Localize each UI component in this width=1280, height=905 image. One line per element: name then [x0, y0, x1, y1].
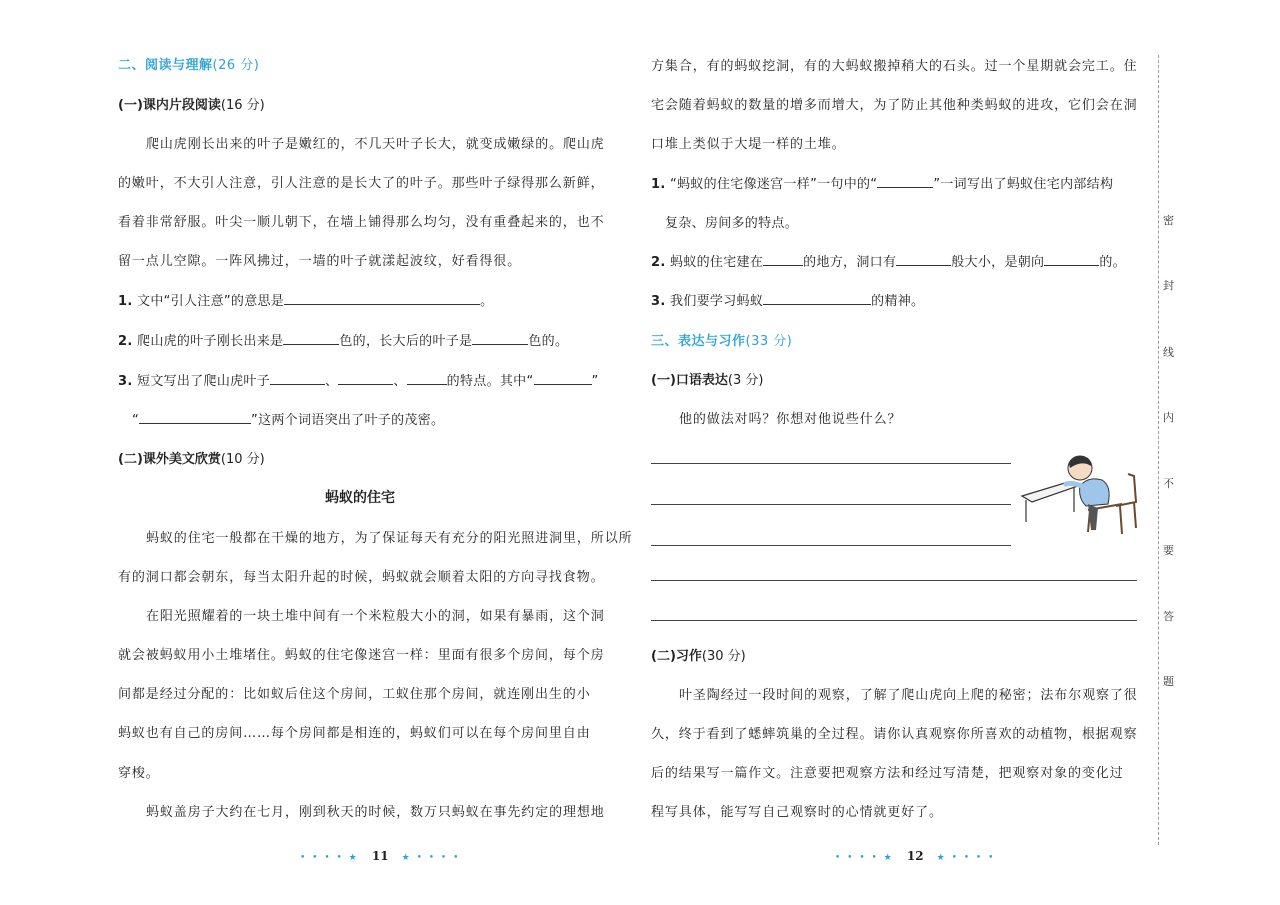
question-text: 色的，长大后的叶子是 [339, 334, 473, 349]
question-text: ” [591, 374, 599, 389]
passage2-line: 间都是经过分配的：比如蚁后住这个房间，工蚁住那个房间，就连刚出生的小 [118, 687, 591, 702]
answer-blank[interactable] [407, 372, 447, 385]
answer-blank[interactable] [472, 332, 528, 345]
question-text: 的特点。其中“ [446, 374, 534, 389]
answer-line[interactable] [651, 620, 1137, 621]
right-question-1-cont: 复杂、房间多的特点。 [665, 216, 799, 231]
writing-line: 后的结果写一篇作文。注意要把观察方法和经过写清楚，把观察对象的变化过 [651, 766, 1124, 781]
question-text: 色的。 [528, 334, 569, 349]
answer-line[interactable] [651, 504, 1011, 505]
part1-heading [118, 94, 265, 113]
question-text: 般大小，是朝向 [951, 255, 1045, 270]
passage1-line: 爬山虎刚长出来的叶子是嫩红的，不几天叶子长大，就变成嫩绿的。爬山虎 [146, 137, 605, 152]
passage2-cont-line: 方集合，有的蚂蚁挖洞，有的大蚂蚁搬掉稍大的石头。过一个星期就会完工。住 [651, 59, 1138, 74]
oral-heading [651, 369, 763, 388]
passage2-cont-line: 宅会随着蚂蚁的数量的增多而增大，为了防止其他种类蚂蚁的进攻，它们会在洞 [651, 98, 1138, 113]
passage1-line: 看着非常舒服。叶尖一顺儿朝下，在墙上铺得那么均匀，没有重叠起来的，也不 [118, 215, 605, 230]
question-end: 。 [480, 294, 494, 309]
passage1-line: 的嫩叶，不大引人注意，引人注意的是长大了的叶子。那些叶子绿得那么新鲜， [118, 176, 605, 191]
section3-heading [651, 330, 792, 349]
answer-blank[interactable] [763, 292, 871, 305]
answer-line[interactable] [651, 580, 1137, 581]
oral-question: 他的做法对吗？你想对他说些什么？ [679, 412, 902, 427]
question-text: 的精神。 [871, 294, 925, 309]
page-number: 11 [371, 849, 389, 863]
answer-blank[interactable] [877, 175, 933, 188]
writing-score: (30 分) [701, 649, 746, 664]
question-number: 1. [118, 294, 133, 309]
part2-score: (10 分) [220, 452, 265, 467]
seal-char: 答 [1163, 610, 1174, 623]
section3-score: (33 分) [745, 334, 793, 349]
question-text: 我们要学习蚂蚁 [670, 294, 764, 309]
question-text: 爬山虎的叶子刚长出来是 [137, 334, 284, 349]
question-number: 1. [651, 177, 666, 192]
right-question-2 [651, 251, 1126, 270]
answer-blank[interactable] [284, 292, 480, 305]
footer-dots: ★ • • • • [936, 853, 996, 863]
section2-title: 二、阅读与理解 [118, 58, 213, 73]
separator: 、 [393, 374, 407, 389]
section2-score: (26 分) [212, 58, 260, 73]
question-text: “蚂蚁的住宅像迷宫一样”一句中的“ [670, 177, 878, 192]
question-text: 的。 [1099, 255, 1126, 270]
left-question-1 [118, 290, 493, 309]
question-number: 2. [651, 255, 666, 270]
answer-blank[interactable] [338, 372, 393, 385]
passage2-line: 有的洞口都会朝东，每当太阳升起的时候，蚂蚁就会顺着太阳的方向寻找食物。 [118, 570, 605, 585]
passage2-line: 在阳光照耀着的一块土堆中间有一个米粒般大小的洞，如果有暴雨，这个洞 [146, 609, 605, 624]
seal-char: 题 [1163, 675, 1174, 688]
left-question-3-cont [132, 409, 444, 428]
seal-char: 不 [1163, 477, 1174, 490]
question-number: 3. [118, 374, 133, 389]
question-text: ”这两个词语突出了叶子的茂密。 [251, 413, 445, 428]
seal-line [1158, 55, 1159, 845]
footer-dots: ★ • • • • [401, 853, 461, 863]
passage1-line: 留一点儿空隙。一阵风拂过，一墙的叶子就漾起波纹，好看得很。 [118, 254, 522, 269]
right-question-1 [651, 173, 1113, 192]
question-text: 蚂蚁的住宅建在 [670, 255, 764, 270]
question-text: 短文写出了爬山虎叶子 [137, 374, 271, 389]
oral-score: (3 分) [727, 373, 764, 388]
boy-at-desk-illustration [1018, 446, 1140, 538]
separator: 、 [325, 374, 339, 389]
passage2-cont-line: 口堆上类似于大堤一样的土堆。 [651, 137, 846, 152]
seal-char: 要 [1163, 544, 1174, 557]
question-text: ”一词写出了蚂蚁住宅内部结构 [933, 177, 1114, 192]
page-footer-left [300, 845, 460, 864]
left-question-3 [118, 370, 599, 389]
seal-char: 密 [1163, 214, 1174, 227]
left-question-2 [118, 330, 568, 349]
writing-line: 程写具体，能写写自己观察时的心情就更好了。 [651, 805, 943, 820]
section2-heading [118, 54, 259, 73]
right-question-3 [651, 290, 924, 309]
section3-title: 三、表达与习作 [651, 334, 746, 349]
answer-line[interactable] [651, 463, 1011, 464]
part1-score: (16 分) [220, 98, 265, 113]
boy-arm [1066, 483, 1082, 486]
writing-line: 久，终于看到了蟋蟀筑巢的全过程。请你认真观察你所喜欢的动植物，根据观察 [651, 727, 1138, 742]
footer-dots: • • • • ★ [835, 853, 894, 863]
page-number: 12 [906, 849, 924, 863]
footer-dots: • • • • ★ [300, 853, 359, 863]
writing-line: 叶圣陶经过一段时间的观察，了解了爬山虎向上爬的秘密；法布尔观察了很 [679, 688, 1138, 703]
passage2-line: 蚂蚁也有自己的房间……每个房间都是相连的，蚂蚁们可以在每个房间里自由 [118, 726, 591, 741]
part2-title: (二)课外美文欣赏 [118, 452, 221, 467]
answer-blank[interactable] [534, 372, 592, 385]
part1-title: (一)课内片段阅读 [118, 98, 221, 113]
chair-leg [1120, 506, 1122, 534]
chair-leg [1134, 502, 1136, 528]
answer-blank[interactable] [1044, 253, 1099, 266]
oral-title: (一)口语表达 [651, 373, 728, 388]
answer-line[interactable] [651, 545, 1011, 546]
passage2-line: 穿梭。 [118, 766, 160, 781]
seal-char: 封 [1163, 279, 1174, 292]
passage2-line: 蚂蚁的住宅一般都在干燥的地方，为了保证每天有充分的阳光照进洞里，所以所 [146, 531, 633, 546]
boy-shirt [1080, 479, 1110, 506]
passage2-line: 蚂蚁盖房子大约在七月，刚到秋天的时候，数万只蚂蚁在事先约定的理想地 [146, 805, 605, 820]
chair-back [1116, 474, 1136, 506]
seal-char: 内 [1163, 411, 1174, 424]
question-text: 的地方，洞口有 [803, 255, 897, 270]
question-text: “ [132, 413, 140, 428]
answer-blank[interactable] [283, 332, 339, 345]
passage2-line: 就会被蚂蚁用小土堆堵住。蚂蚁的住宅像迷宫一样：里面有很多个房间，每个房 [118, 648, 605, 663]
writing-title: (二)习作 [651, 649, 702, 664]
question-text: 文中“引人注意”的意思是 [137, 294, 285, 309]
article-title: 蚂蚁的住宅 [325, 490, 395, 506]
part2-heading [118, 448, 265, 467]
page-footer-right [835, 845, 995, 864]
question-number: 2. [118, 334, 133, 349]
answer-blank[interactable] [896, 253, 951, 266]
question-number: 3. [651, 294, 666, 309]
writing-heading [651, 645, 746, 664]
answer-blank[interactable] [270, 372, 325, 385]
answer-blank[interactable] [763, 253, 803, 266]
answer-blank[interactable] [139, 411, 251, 424]
seal-char: 线 [1163, 346, 1174, 359]
